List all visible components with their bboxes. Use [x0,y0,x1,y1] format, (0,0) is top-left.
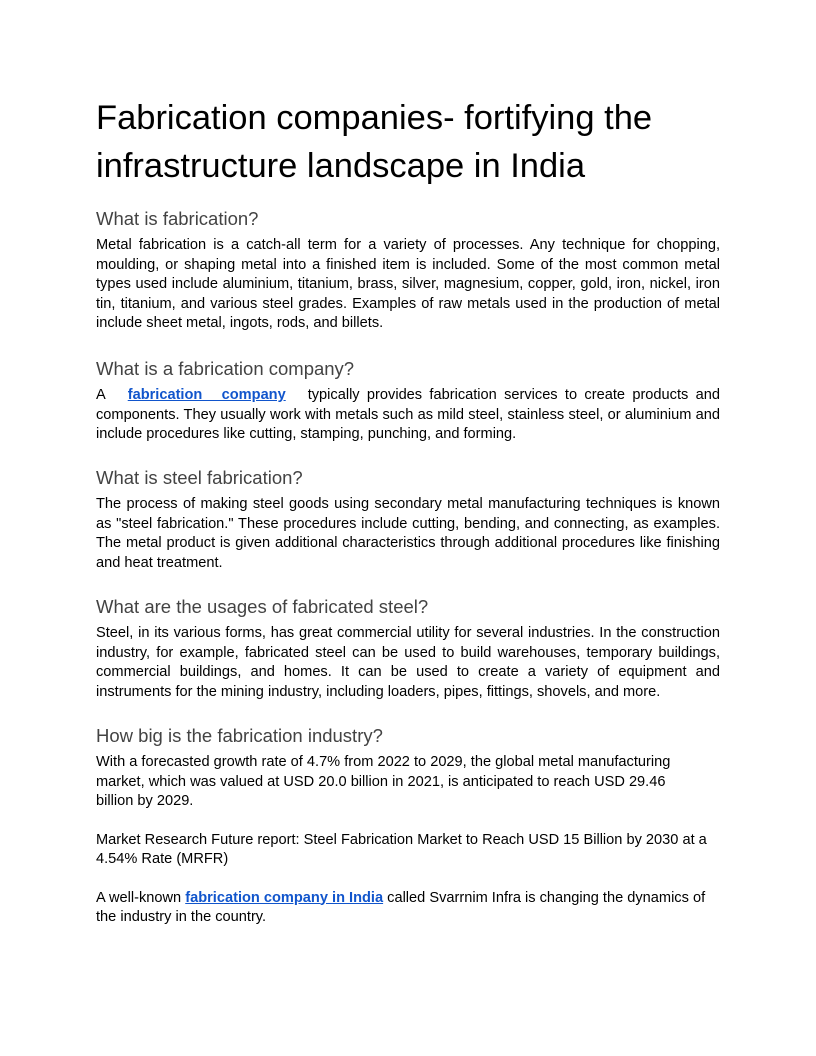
section-industry-size [96,724,720,928]
fabrication-company-in-india-link[interactable]: fabrication company in India [185,889,384,906]
section-body: Metal fabrication is a catch-all term for a variety of processes. Any technique for chopping, moulding, or shaping metal into a finished item is included. Some of the most common metal types used include aluminium, titanium, brass, silver, magnesium, copper, gold, iron, nickel, iron tin, titanium, and various steel grades. Examples of raw metals used in the production of metal include sheet metal, ingots, rods, and billets. [96,237,720,331]
document-title: Fabrication companies- fortifying the infrastructure landscape in India [96,99,653,185]
section-heading: How big is the fabrication industry? [96,725,383,746]
section-body: With a forecasted growth rate of 4.7% from 2022 to 2029, the global metal manufacturing market, which was valued at USD 20.0 billion in 2021, is anticipated to reach USD 29.46 billion by 2029. [96,754,671,809]
body-prefix: A [96,387,106,403]
section-body [96,386,720,445]
section-heading: What are the usages of fabricated steel? [96,596,429,617]
body-suffix: called Svarrnim Infra is changing the dynamics of the industry in the country. [96,889,706,925]
section-body-mrfr: Market Research Future report: Steel Fabrication Market to Reach USD 15 Billion by 2030 at a 4.54% Rate (MRFR) [96,831,707,867]
section-heading: What is a fabrication company? [96,358,355,379]
fabrication-company-link[interactable]: fabrication company [127,387,286,403]
body-prefix: A well-known [96,889,182,906]
section-fabrication-company [96,357,720,445]
section-body-svarrnim [96,889,720,928]
body-suffix: typically provides fabrication services to create products and components. They usually work with metals such as mild steel, stainless steel, or aluminium and include procedures like cutting, stamping, punching, and forming. [96,387,720,442]
section-what-is-fabrication [96,207,720,334]
section-usages-fabricated-steel [96,595,720,702]
section-steel-fabrication [96,466,720,573]
section-heading: What is fabrication? [96,208,259,229]
section-body: Steel, in its various forms, has great commercial utility for several industries. In the construction industry, for example, fabricated steel can be used to build warehouses, temporary buildings, commercial buildings, and homes. It can be used to create a variety of equipment and instruments for the mining industry, including loaders, pipes, fittings, shovels, and more. [96,625,720,700]
section-heading: What is steel fabrication? [96,467,303,488]
section-body: The process of making steel goods using secondary metal manufacturing techniques is known as "steel fabrication." These procedures include cutting, bending, and connecting, as examples. The metal product is given additional characteristics through additional procedures like finishing and heat treatment. [96,496,720,571]
